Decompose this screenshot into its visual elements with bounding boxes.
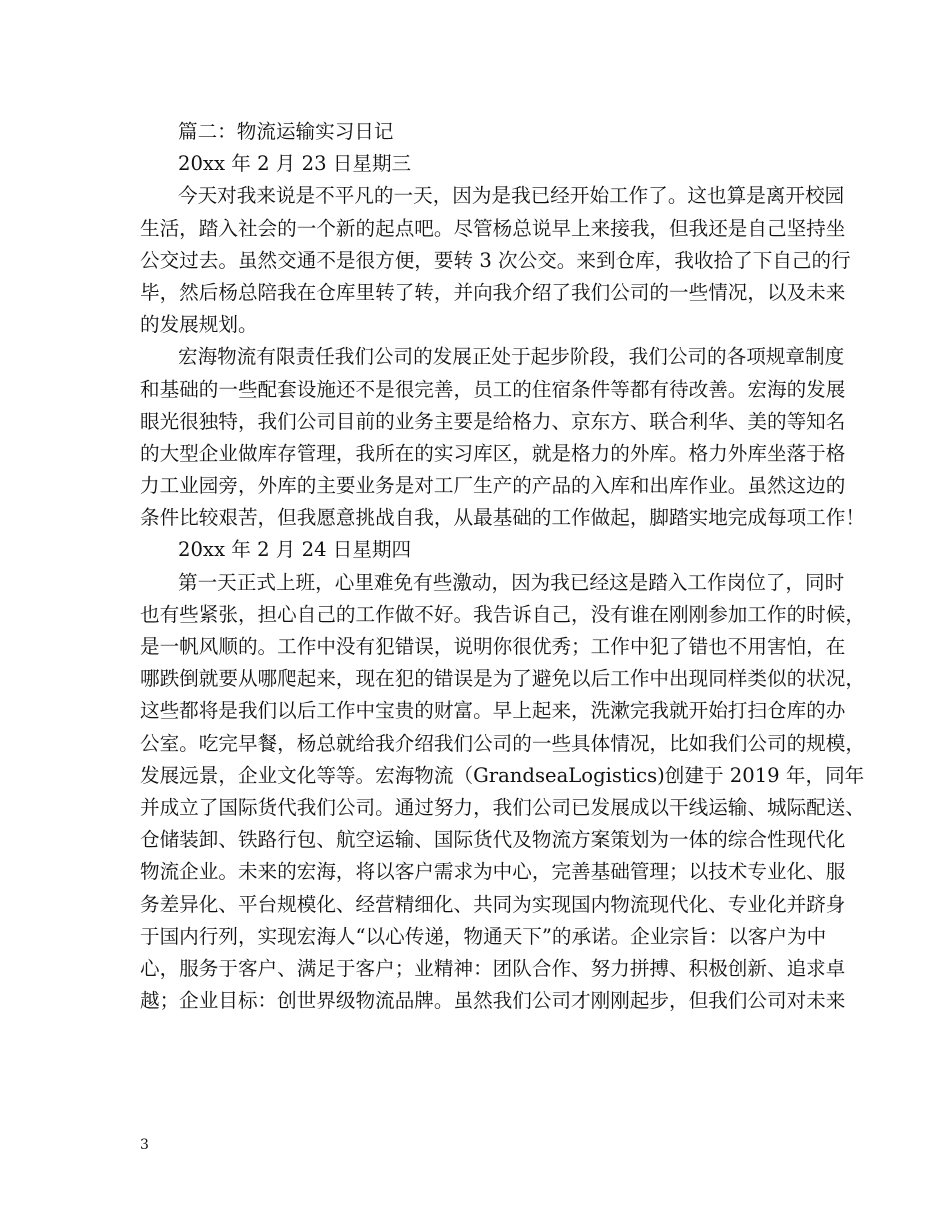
entry-date: 20xx 年 2 月 24 日星期四 [178,538,412,562]
paragraph [140,567,865,1018]
section-heading: 篇二：物流运输实习日记 [178,120,394,143]
text-line: 生活，踏入社会的一个新的起点吧。尽管杨总说早上来接我，但我还是自己坚持坐 [140,216,846,240]
text-line: 发展远景，企业文化等等。宏海物流（GrandseaLogistics)创建于 2019 年，同年 [140,763,865,787]
text-line: 心，服务于客户、满足于客户；业精神：团队合作、努力拼搏、积极创新、追求卓 [140,956,846,980]
text-line: 这些都将是我们以后工作中宝贵的财富。早上起来，洗漱完我就开始打扫仓库的办 [140,699,846,723]
text-line: 条件比较艰苦，但我愿意挑战自我，从最基础的工作做起，脚踏实地完成每项工作！ [140,506,865,530]
text-line: 越；企业目标：创世界级物流品牌。虽然我们公司才刚刚起步，但我们公司对未来 [140,989,846,1013]
text-line: 物流企业。未来的宏海，将以客户需求为中心，完善基础管理；以技术专业化、服 [140,860,846,884]
document-body [140,116,865,1017]
text-line: 宏海物流有限责任我们公司的发展正处于起步阶段，我们公司的各项规章制度 [178,345,845,369]
text-line: 的发展规划。 [140,313,258,337]
page-number: 3 [140,1137,149,1153]
text-line: 公交过去。虽然交通不是很方便，要转 3 次公交。来到仓库，我收拾了下自己的行 [140,248,851,272]
text-line: 力工业园旁，外库的主要业务是对工厂生产的产品的入库和出库作业。虽然这边的 [140,474,846,498]
paragraph [140,341,865,534]
text-line: 今天对我来说是不平凡的一天，因为是我已经开始工作了。这也算是离开校园 [178,184,845,208]
text-line: 仓储装卸、铁路行包、航空运输、国际货代及物流方案策划为一体的综合性现代化 [140,828,846,852]
entry-date: 20xx 年 2 月 23 日星期三 [178,152,412,176]
text-line: 公室。吃完早餐，杨总就给我介绍我们公司的一些具体情况，比如我们公司的规模， [140,731,865,755]
text-line: 和基础的一些配套设施还不是很完善，员工的住宿条件等都有待改善。宏海的发展 [140,377,846,401]
text-line: 眼光很独特，我们公司目前的业务主要是给格力、京东方、联合利华、美的等知名 [140,409,846,433]
paragraph [140,180,851,341]
text-line: 并成立了国际货代我们公司。通过努力，我们公司已发展成以干线运输、城际配送、 [140,795,865,819]
text-line: 于国内行列，实现宏海人“以心传递，物通天下”的承诺。企业宗旨：以客户为中 [140,924,827,948]
text-line: 毕，然后杨总陪我在仓库里转了转，并向我介绍了我们公司的一些情况，以及未来 [140,280,846,304]
text-line: 务差异化、平台规模化、经营精细化、共同为实现国内物流现代化、专业化并跻身 [140,892,846,916]
text-line: 第一天正式上班，心里难免有些激动，因为我已经这是踏入工作岗位了，同时 [178,570,845,594]
text-line: 是一帆风顺的。工作中没有犯错误，说明你很优秀；工作中犯了错也不用害怕，在 [140,635,846,658]
text-line: 也有些紧张，担心自己的工作做不好。我告诉自己，没有谁在刚刚参加工作的时候， [140,602,865,626]
text-line: 哪跌倒就要从哪爬起来，现在犯的错误是为了避免以后工作中出现同样类似的状况， [140,667,865,691]
text-line: 的大型企业做库存管理，我所在的实习库区，就是格力的外库。格力外库坐落于格 [140,441,846,465]
